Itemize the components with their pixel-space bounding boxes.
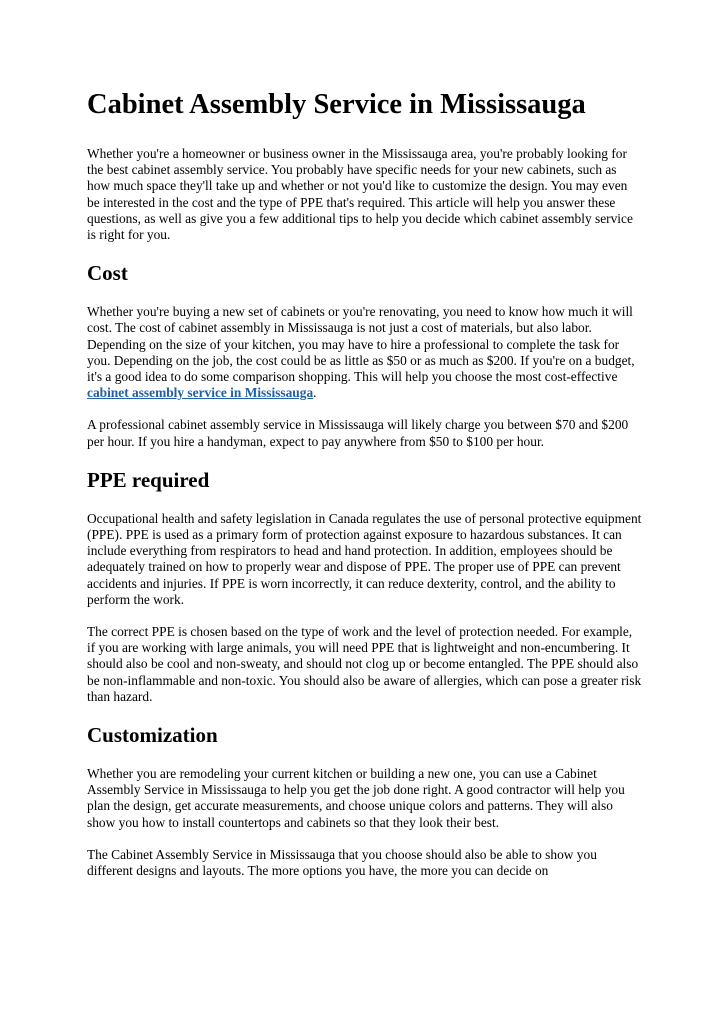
cabinet-assembly-service-link[interactable]: cabinet assembly service in Mississauga	[87, 385, 314, 401]
cost-heading: Cost	[87, 261, 128, 286]
customization-paragraph-2: The Cabinet Assembly Service in Mississauga that you choose should also be able to show you different designs and layouts. The more options you have, the more you can decide on	[87, 846, 597, 879]
ppe-paragraph-2: The correct PPE is chosen based on the type of work and the level of protection needed. For example, if you are working with large animals, you will need PPE that is lightweight and non-encumbering. It should also be cool and non-sweaty, and should not clog up or become entangled. The PPE should also be non-inflammable and non-toxic. You should also be aware of allergies, which can pose a greater risk than hazard.	[87, 624, 642, 704]
ppe-paragraph-1: Occupational health and safety legislation in Canada regulates the use of personal protective equipment (PPE). PPE is used as a primary form of protection against exposure to hazardous substances. It can include everything from respirators to head and hand protection. In addition, employees should be adequately trained on how to properly wear and dispose of PPE. The proper use of PPE can prevent accidents and injuries. If PPE is worn incorrectly, it can reduce dexterity, control, and the ability to perform the work.	[87, 510, 642, 607]
cost-paragraph-1	[87, 304, 642, 401]
ppe-heading: PPE required	[87, 467, 210, 492]
cost-text-before-link: Whether you're buying a new set of cabinets or you're renovating, you need to know how much it will cost. The cost of cabinet assembly in Mississauga is not just a cost of materials, but also labor. Depending on the size of your kitchen, you may have to hire a professional to complete the task for you. Depending on the job, the cost could be as little as $50 or as much as $200. If you're on a budget, it's a good idea to do some comparison shopping. This will help you choose the most cost-effective	[87, 304, 635, 385]
cost-paragraph-2: A professional cabinet assembly service in Mississauga will likely charge you between $70 and $200 per hour. If you hire a handyman, expect to pay anywhere from $50 to $100 per hour.	[87, 417, 629, 449]
customization-paragraph-1: Whether you are remodeling your current kitchen or building a new one, you can use a Cabinet Assembly Service in Mississauga to help you get the job done right. A good contractor will help you plan the design, get accurate measurements, and choose unique colors and patterns. They will also show you how to install countertops and cabinets so that they look their best.	[87, 766, 625, 830]
customization-heading: Customization	[87, 723, 218, 748]
document-page	[87, 86, 642, 895]
cost-text-after-link: .	[313, 385, 317, 401]
page-title: Cabinet Assembly Service in Mississauga	[87, 89, 586, 120]
intro-paragraph: Whether you're a homeowner or business owner in the Mississauga area, you're probably looking for the best cabinet assembly service. You probably have specific needs for your new cabinets, such as how much space they'll take up and whether or not you'd like to customize the design. You may even be interested in the cost and the type of PPE that's required. This article will help you answer these questions, as well as give you a few additional tips to help you decide which cabinet assembly service is right for you.	[87, 146, 633, 243]
